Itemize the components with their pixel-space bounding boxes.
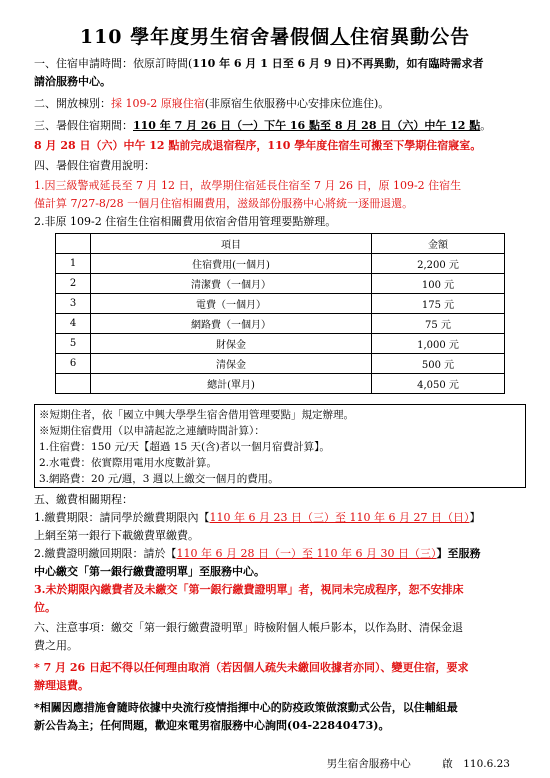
policy-note-cont: 新公告為主；任何問題，歡迎來電男宿服務中心詢問(04-22840473)。 — [34, 719, 390, 732]
row-no: 4 — [56, 314, 91, 334]
row-no: 3 — [56, 294, 91, 314]
note-line: 2.水電費：依實際用電用水度數計算。 — [39, 457, 218, 469]
section-6-cont: 費之用。 — [34, 639, 78, 652]
note-line: 1.住宿費：150 元/天【超過 15 天(含)者以一個月宿費計算】。 — [39, 441, 330, 453]
row-amount: 175 元 — [372, 294, 505, 314]
row-item: 電費（一個月） — [91, 294, 372, 314]
policy-note: *相關因應措施會隨時依據中央流行疫情指揮中心的防疫政策做滾動式公告，以住輔組最 — [34, 701, 458, 714]
section-3: 三、暑假住宿期間：110 年 7 月 26 日（一）下午 16 點至 8 月 28 日（六）中午 12 點。 — [34, 119, 492, 132]
section-4-item-1-line-2: 僅計算 7/27-8/28 一個月住宿相關費用，滋級部份服務中心將統一逐冊退還。 — [34, 197, 414, 210]
footer-signature — [0, 756, 510, 771]
row-item: 財保金 — [91, 334, 372, 354]
section-2: 二、開放棟別：採 109-2 原寢住宿(非原宿生依服務中心安排床位進住)。 — [34, 97, 390, 110]
section-5-item-3-cont: 位。 — [34, 601, 56, 614]
no-cancel-note-cont: 辦理退費。 — [34, 679, 89, 692]
table-row — [56, 354, 505, 374]
row-amount: 2,200 元 — [372, 254, 505, 274]
section-5-item-1-cont: 上網至第一銀行下載繳費單繳費。 — [34, 529, 199, 542]
section-6: 六、注意事項：繳交「第一銀行繳費證明單」時檢附個人帳戶影本，以作為財、清保金退 — [34, 621, 463, 634]
fee-table — [55, 233, 505, 394]
header-amount: 金額 — [372, 234, 505, 254]
table-total-row — [56, 374, 505, 394]
table-row — [56, 294, 505, 314]
section-5-heading: 五、繳費相關期程： — [34, 493, 133, 506]
row-item: 清潔費（一個月） — [91, 274, 372, 294]
page-title — [0, 22, 550, 49]
row-item: 清保金 — [91, 354, 372, 374]
row-item: 網路費（一個月） — [91, 314, 372, 334]
row-no: 6 — [56, 354, 91, 374]
row-no: 5 — [56, 334, 91, 354]
row-amount: 100 元 — [372, 274, 505, 294]
section-5-item-1: 1.繳費期限：請同學於繳費期限內【110 年 6 月 23 日（三）至 110 年 6 月 27 日（日）】 — [34, 511, 481, 524]
footer-date: 啟 110.6.23 — [442, 758, 510, 770]
title-text: 110 學年度男生宿舍暑假個 — [79, 26, 331, 48]
row-amount: 75 元 — [372, 314, 505, 334]
title-text-end: 住宿異動公告 — [350, 26, 471, 48]
row-no: 2 — [56, 274, 91, 294]
title-underlined-char: 人 — [330, 26, 351, 48]
section-5-item-3: 3.未於期限內繳費者及未繳交「第一銀行繳費證明單」者，視同未完成程序，恕不安排床 — [34, 583, 464, 596]
note-line: 3.網路費：20 元/週，3 週以上繳交一個月的費用。 — [39, 473, 279, 485]
table-row — [56, 334, 505, 354]
header-blank — [56, 234, 91, 254]
table-row — [56, 254, 505, 274]
section-1-line-2: 請洽服務中心。 — [34, 75, 111, 88]
total-label: 總計(單月) — [91, 374, 372, 394]
section-5-item-2: 2.繳費證明繳回期限：請於【110 年 6 月 28 日（一）至 110 年 6 月 30 日（三）】至服務 — [34, 547, 481, 560]
row-item: 住宿費用(一個月) — [91, 254, 372, 274]
no-cancel-note: * 7 月 26 日起不得以任何理由取消（若因個人疏失未繳回收據者亦同）、變更住宿，要求 — [34, 661, 469, 674]
note-line: ※短期住者，依「國立中興大學學生宿舍借用管理要點」規定辦理。 — [39, 409, 354, 421]
row-amount: 1,000 元 — [372, 334, 505, 354]
row-no: 1 — [56, 254, 91, 274]
section-4-heading: 四、暑假住宿費用說明： — [34, 159, 155, 172]
header-item: 項目 — [91, 234, 372, 254]
short-stay-notes — [34, 404, 526, 488]
footer-org: 男生宿舍服務中心 — [326, 758, 411, 770]
fee-table-header — [56, 234, 505, 254]
total-amount: 4,050 元 — [372, 374, 505, 394]
table-row — [56, 314, 505, 334]
section-4-item-2: 2.非原 109-2 住宿生住宿相關費用依宿舍借用管理要點辦理。 — [34, 215, 337, 228]
section-1-line-1: 一、住宿申請時間：依原訂時間(110 年 6 月 1 日至 6 月 9 日)不再異動，如有臨時需求者 — [34, 57, 484, 70]
section-5-item-2-cont: 中心繳交「第一銀行繳費證明單」至服務中心。 — [34, 565, 265, 578]
table-row — [56, 274, 505, 294]
section-3-deadline: 8 月 28 日（六）中午 12 點前完成退宿程序，110 學年度住宿生可搬至下學期住宿寢室。 — [34, 139, 482, 152]
note-line: ※短期住宿費用（以申請起訖之連續時間計算）： — [39, 425, 265, 437]
total-blank — [56, 374, 91, 394]
row-amount: 500 元 — [372, 354, 505, 374]
section-4-item-1-line-1: 1.因三級警戒延長至 7 月 12 日，故學期住宿延長住宿至 7 月 26 日，原 109-2 住宿生 — [34, 179, 462, 192]
